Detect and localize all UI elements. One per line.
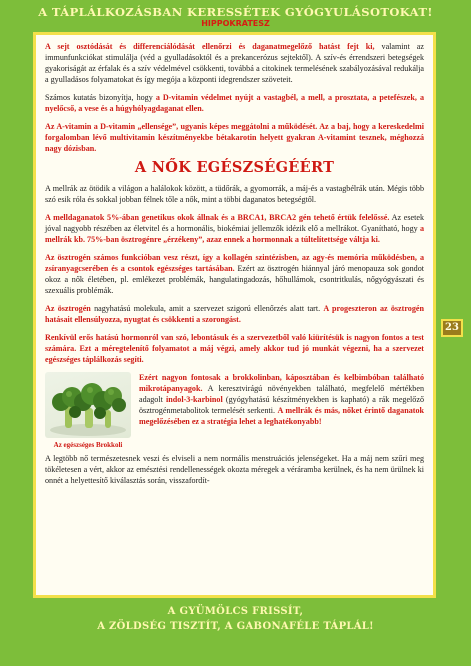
image-caption: Az egészséges Brokkoli [53,441,123,449]
paragraph-1: A sejt osztódását és differenciálódását ellenőrzi és daganatmegelőző hatást fejt ki, valamint az immunfunkciókat stimulálja (véd a gyulladásoktól és a prekancerózus sejtektől). A szív-és érrendszeri betegségek gyakoriságát az érfalak és a szív védelmével csökkenti, továbbá a citokinek termelésének szabályozásával redukálja a gyulladásos folyamatokat és így megója a központi idegrendszer szöveteit. [45,42,424,84]
footer-line-1: A GYÜMÖLCS FRISSÍT, [167,606,304,617]
page-number: 23 [441,319,463,337]
paragraph-4: A mellrák az ötödik a világon a halálokok között, a tüdőrák, a gyomorrák, a máj-és a vastagbélrák után. Mégis több szó esik róla és sokkal jobban félnek tőle a nők, mint a többi daganatos betegségtől. [45,184,424,204]
page-footer [0,604,471,634]
broccoli-image [45,372,131,438]
section-title: A NŐK EGÉSZSÉGÉÉRT [134,159,335,176]
footer-line-2: A ZÖLDSÉG TISZTÍT, A GABONAFÉLE TÁPLÁL! [97,621,374,632]
header-subtitle: HIPPOKRATESZ [201,19,270,28]
paragraph-2: Számos kutatás bizonyítja, hogy a D-vitamin védelmet nyújt a vastagbél, a mell, a prosztata, a petefészek, a nyelőcső, a vese és a húgyhólyagdaganat ellen. [45,93,424,113]
content-panel [33,32,436,598]
paragraph-6: Az ösztrogén számos funkcióban vesz részt, így a kollagén szintézisben, az agy-és memória működésben, a zsíranyagcserében és a csontok egészséges tartásában. Ezért az ösztrogén hiánnyal járó menopauza sok gondot okoz a nők életében, pl. emlékezet problémák, hangulatingadozás, hőhullámok, csontritkulás, nőgyógyászati és szexuális problémák. [45,253,424,295]
paragraph-3: Az A-vitamin a D-vitamin „ellensége”, ugyanis képes meggátolni a működését. Az a baj, hogy a kereskedelmi forgalomban lévő multivitamin készítményekbe bétakarotin helyett gyakran A-vitamint tesznek, méghozzá nagy dózisban. [45,122,424,153]
paragraph-7: Az ösztrogén nagyhatású molekula, amit a szervezet szigorú ellenőrzés alatt tart. A progeszteron az ösztrogén hatásait ellensúlyozza, nyugtat és csökkenti a szorongást. [45,304,424,324]
paragraph-10: A legtöbb nő természetesnek veszi és elviseli a nem normális menstruációs jelenségeket. Ha a máj nem szűri meg tökéletesen a vért, akkor az emésztési rendellenességek okozta méregek a véráramba kerülnek, és ha nem ürülnek ki onnét a helyettesítő kiválasztás során, visszafordít- [45,454,424,485]
broccoli-illustration [45,372,131,438]
article-body [36,35,433,486]
paragraph-8: Renkívül erős hatású hormonról van szó, lebontásuk és a szervezetből való kiürítésük is nagyon fontos a test számára. Ezt a méregtelenítő folyamatot a máj végzi, amely akkor tud jó munkát végezni, ha a szervezet egészséges táplálkozás segíti. [45,333,424,364]
broccoli-figure [45,372,131,451]
paragraph-9: Ezért nagyon fontosak a brokkolinban, káposztában és kelbimbóban található mikrotápanyagok. A keresztvirágú növényekben található, megfelelő mértékben adagolt indol-3-karbinol (gyógyhatású készítményekben is kapható) a rák megelőző ösztrogénmetabolitok termelését serkenti. A mellrák és más, nőket érintő daganatok megelőzésében ez a stratégia lehet a leghatékonyabb! [139,373,424,426]
paragraph-5: A melldaganatok 5%-ában genetikus okok állnak és a BRCA1, BRCA2 gén tehető értük felelőssé. Az esetek jóval nagyobb részében az életvitel és a hormonális, biokémiai jellemzők idézik elő a mellrákot. Gyanítható, hogy a mellrák kb. 75%-ban ösztrogénre „érzékeny”, azaz ennek a hormonnak a túltelítettsége váltja ki. [45,213,424,244]
header-title: A TÁPLÁLKOZÁSBAN KERESSÉTEK GYÓGYULÁSOTOKAT! [38,5,433,19]
page-header [0,0,471,28]
